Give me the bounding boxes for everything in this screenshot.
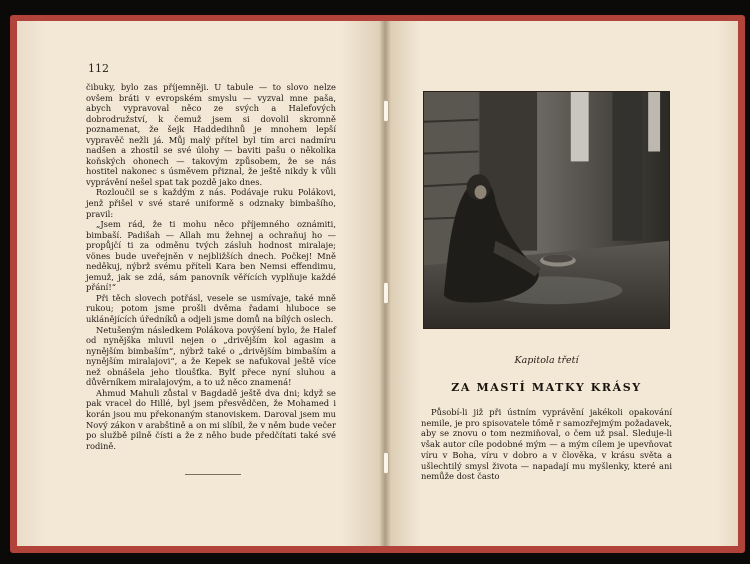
paragraph: čibuky, bylo zas příjemněji. U tabule — to slovo nelze ovšem bráti v evropském smyslu — vyzval mne paša, abych vypravoval něco ze svých a Halefových dobrodružství, k čemuž jsem si dovolil skromně poznamenat, že šejk Haddedihnů je mnohem lepší vypravěč nežli já. Můj malý přítel byl tím arci nadmíru nadšen a zhostil se své úlohy — baviti pašu o několika koňských ohonech — takovým způsobem, že se nás hostitel nakonec s úsměvem přiznal, že ještě nikdy k vůli vyprávění nešel spat tak pozdě jako dnes. [86,82,336,187]
chapter-number: Kapitola třetí [514,355,579,366]
right-page-text [421,407,672,482]
paragraph: Působí-li již při ústním vyprávění jakékoli opakování nemile, je pro spisovatele tőmě r samozřejmým požadavek, aby se znovu o tom nezmiňoval, o čem už psal. Sleduje-li však autor cíle podobné mým — a mým cílem je upevňovat víru v Boha, víru v dobro a v člověka, v krásu světa a ušlechtilý smysl života — napadají mu myšlenky, které ani nemůže dost často [421,407,672,482]
chapter-title: ZA MASTÍ MATKY KRÁSY [451,381,642,394]
binding-stitch [383,100,389,122]
section-divider [185,474,241,475]
paragraph: „Jsem rád, že ti mohu něco příjemného oznámiti, bimbaší. Padišah — Allah mu žehnej a ochraňuj ho — propůjčí ti za odměnu tvých zásluh hodnost miralaje; vönes bude uveřejněn v nejbližších dnech. Počkej! Mně neděkuj, nýbrž svému příteli Kara ben Nemsi effendimu, jemuž, jak se zdá, sám panovník věřících vyplňuje každé přání!“ [86,219,336,293]
binding-stitch [383,282,389,304]
paragraph: Rozloučil se s každým z nás. Podávaje ruku Polákovi, jenž přišel v své staré uniformě s odznaky bimbašího, pravil: [86,187,336,219]
paragraph: Netušeným následkem Polákova povýšení bylo, že Halef od nynějška mluvil nejen o „drivějším kol agasim a nynějším bimbaším“, nýbrž také o „drivějším bimbaším a nynějším miralajovi“, a že Kepek se nafukoval ještě více než obnášela jeho tloušťka. Bylť přece nyní sluhou a důvěrníkem miralajovým, a to už něco znamená! [86,324,336,388]
binding-stitch [383,452,389,474]
paragraph: Ahmud Mahuli zůstal v Bagdadě ještě dva dni; když se pak vracel do Hillé, byl jsem přesvědčen, že Mohamed i korán jsou mu překonaným stanoviskem. Daroval jsem mu Nový zákon v arabštině a on mi slíbil, že v něm bude večer po službě pilně čísti a že z něho bude předčítati také své rodině. [86,387,336,451]
page-number: 112 [88,62,109,75]
paragraph: Při těch slovech potřásl, vesele se usmívaje, také mně rukou; potom jsme prošli dvěma řadami hluboce se uklánějících úředníků a odjeli jsme domů na bílých oslech. [86,292,336,325]
chapter-illustration [423,91,670,329]
left-page-text [86,82,336,451]
